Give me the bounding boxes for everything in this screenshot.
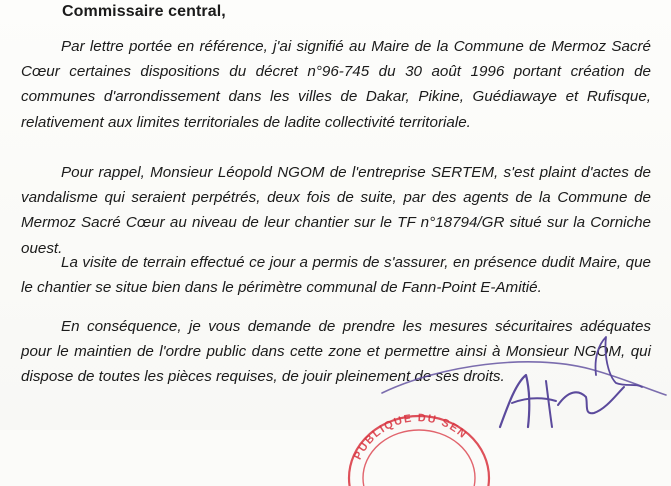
paragraph-3-text: La visite de terrain effectué ce jour a permis de s'assurer, en présence dudit Maire, que le chantier se situe bien dans le périmètre communal de Fann-Point E-Amitié. bbox=[21, 254, 651, 297]
salutation: Commissaire central, bbox=[62, 3, 226, 20]
paragraph-2 bbox=[21, 160, 651, 261]
paragraph-3 bbox=[21, 250, 651, 300]
paragraph-1-text: Par lettre portée en référence, j'ai signifié au Maire de la Commune de Mermoz Sacré Cœur certaines dispositions du décret n°96-745 du 30 août 1996 portant création de communes d'arrondissement dans les villes de Dakar, Pikine, Guédiawaye et Rufisque, relativement aux limites territoriales de ladite collectivité territoriale. bbox=[21, 38, 651, 131]
signature-stroke-5 bbox=[595, 337, 642, 387]
signature-stroke-1 bbox=[500, 375, 529, 427]
paragraph-2-text: Pour rappel, Monsieur Léopold NGOM de l'entreprise SERTEM, s'est plaint d'actes de vandalisme qui seraient perpétrés, deux fois de suite, par des agents de la Commune de Mermoz Sacré Cœur au niveau de leur chantier sur le TF n°18794/GR situé sur la Corniche ouest. bbox=[21, 164, 651, 257]
stamp-text: PUBLIQUE DU SEN bbox=[351, 412, 470, 462]
signature-stroke-3 bbox=[546, 381, 552, 427]
signature bbox=[380, 335, 671, 430]
paragraph-1 bbox=[21, 34, 651, 135]
paragraph-4-text: En conséquence, je vous demande de prendre les mesures sécuritaires adéquates pour le maintien de l'ordre public dans cette zone et permettre ainsi à Monsieur NGOM, qui dispose de toutes les pièces requises, de jouir pleinement de ses droits. bbox=[21, 318, 651, 386]
signature-stroke-4 bbox=[558, 387, 624, 413]
